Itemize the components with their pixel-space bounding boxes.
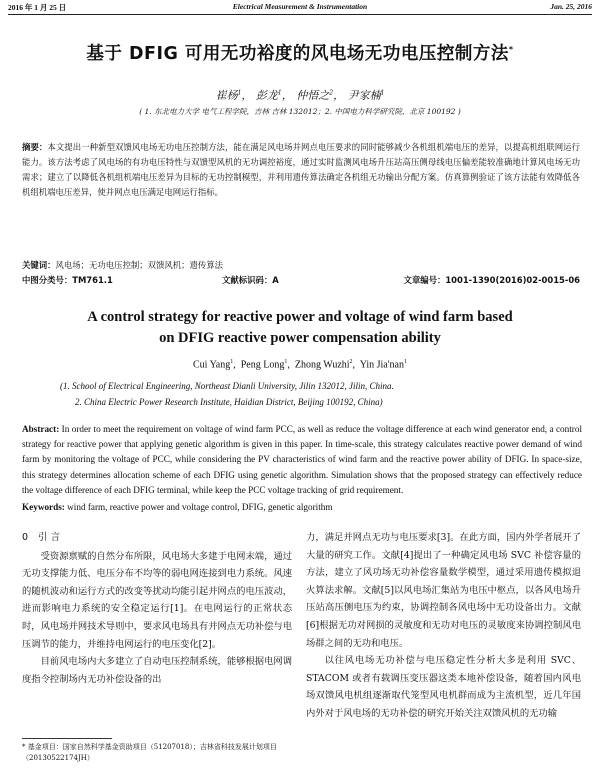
keywords-en-text: wind farm, reactive power and voltage control, DFIG, genetic algorithm [67,502,333,512]
body-column-right [306,529,581,723]
footnote-rule [22,738,112,739]
author-en: Cui Yang [193,359,231,371]
author-en-affil-mark: 1 [230,359,234,365]
keywords-en-label: Keywords: [22,502,65,512]
title-zh [0,40,600,65]
abstract-zh-text: 本文提出一种新型双馈风电场无功电压控制方法，能在满足风电场并网点电压要求的同时能够减少各机组机端电压的差异，以提高机组联网运行能力。该方法考虑了风电场的有功电压特性与双馈型风机的无功调控裕度，通过实时监测风电场升压站高压侧母线电压偏差能较准确地计算风电场无功需求；建立了以降低各机组机端电压差异为目标的无功控制模型，并利用遗传算法确定各机组无功输出分配方案。仿真算例验证了该方法能有效降低各机组机端电压差异，使并网点电压满足电网运行指标。 [22,142,581,197]
author-en: Zhong Wuzhi [294,359,350,371]
author-en-affil-mark: 1 [403,359,407,365]
body-paragraph: 力，满足并网点无功与电压要求[3]。在此方面，国内外学者展开了大量的研究工作。文献[4]提出了一种确定风电场 SVC 补偿容量的方法，建立了风功场无功补偿容量数学模型，通过采用遗传模拟退火算法求解。文献[5]以风电场汇集站为电压中枢点，以各风电场升压站高压侧电压为约束，协调控制各风电场中无功设备出力。文献[6]根据无功对网损的灵敏度和无功对电压的灵敏度来协调控制风电场群之间的无功和电压。 [306,532,581,649]
title-en-line: A control strategy for reactive power and voltage of wind farm based [87,309,513,325]
clc-number: 中图分类号：TM761.1 [22,275,113,285]
classification-line [22,274,580,286]
body-paragraph: 目前风电场内大多建立了自动电压控制系统，能够根据电网调度指令控制场内无功补偿设备的出 [22,656,292,685]
title-en [0,307,600,349]
abstract-en-text: In order to meet the requirement on voltage of wind farm PCC, as well as reduce the voltage difference at each wind generator end, a control strategy for reactive power that applying genetic algorithm is given in this paper. In time-scale, this strategy calculates reactive power demand of wind farm by monitoring the voltage of PCC, while considering the PV characteristics of wind farm and the reactive power ability of DFIG. In space-size, this strategy determines allocation scheme of each DFIG using genetic algorithm. Simulation shows that the proposed strategy can effectively reduce the voltage difference of each DFIG terminal, while keep the PCC voltage tracking of grid requirement. [22,424,583,495]
keywords-zh-text: 风电场；无功电压控制；双馈风机；遗传算法 [55,260,223,270]
keywords-zh [22,259,223,271]
abstract-zh-label: 摘要： [22,142,48,152]
running-header [8,2,592,14]
author-en-affil-mark: 2 [349,359,353,365]
body-paragraph: 受资源禀赋的自然分布所限，风电场大多建于电网末端，通过无功支撑能力低、电压分布不均等的弱电网连接到电力系统。风速的随机波动和运行方式的改变等扰动均能引起并网点的电压波动，进而影响电力系统的安全稳定运行[1]。在电网运行的正常状态时，风电场并网技术导则中，要求风电场具有并网点无功补偿与电压调节的能力，并维持电网运行的电压变化[2]。 [22,550,292,650]
header-date-zh: 2016 年 1 月 25 日 [8,3,67,12]
author-zh: 尹家楠 [347,89,381,102]
title-zh-text: 基于 DFIG 可用无功裕度的风电场无功电压控制方法 [86,44,509,64]
body-paragraph: 以往风电场无功补偿与电压稳定性分析大多是利用 SVC、STACOM 或者有载调压变压器这类本地补偿设备，随着国内风电场双馈风电机组逐渐取代笼型风电机群而成为主流机型，近几年国内外对于风电场的无功补偿的研究开始关注双馈风机的无功输 [306,655,581,719]
affiliation-en-line: (1. School of Electrical Engineering, Northeast Dianli University, Jilin 132012, Jilin, China. [60,381,394,391]
author-en: Peng Long [240,359,285,371]
author-zh-affil-mark: 1 [277,89,282,97]
affiliation-en-line: 2. China Electric Power Research Institute, Haidian District, Beijing 100192, China) [75,397,383,407]
author-zh: 彭龙 [255,89,278,102]
footnote-funding: * 基金项目：国家自然科学基金资助项目（51207018）；吉林省科技发展计划项目（20130522174JH） [22,743,277,762]
title-footnote-mark: * [508,45,514,55]
body-column-left [22,529,292,688]
header-rule [8,14,592,15]
author-zh-affil-mark: 2 [329,89,334,97]
document-code: 文献标识码：A [222,275,279,285]
author-zh-affil-mark: 1 [237,89,242,97]
affiliation-zh: ( 1. 东北电力大学 电气工程学院，吉林 吉林 132012；2. 中国电力科学研究院，北京 100192 ) [139,107,461,116]
title-en-line: on DFIG reactive power compensation ability [159,330,441,346]
keywords-zh-label: 关键词： [22,260,56,270]
author-zh: 仲悟之 [296,89,330,102]
header-date-en: Jan. 25, 2016 [550,2,592,11]
affiliation-en [60,378,580,410]
abstract-zh [22,140,580,200]
abstract-en [22,422,582,498]
abstract-en-label: Abstract: [22,424,60,434]
author-en: Yin Jia'nan [359,359,404,371]
section-heading [22,529,292,547]
authors-zh: 崔杨$^1$， 彭龙$^1$， 仲悟之$^2$， 尹家楠$^1$ [215,89,385,102]
article-number: 文章编号：1001-1390(2016)02-0015-06 [403,275,580,285]
section-title: 引 言 [38,532,61,543]
author-zh: 崔杨 [215,89,238,102]
authors-en: Cui Yang$^1$, Peng Long$^1$, Zhong Wuzhi$^2$, Yin Jia'nan$^1$ [193,359,407,371]
author-en-affil-mark: 1 [284,359,288,365]
keywords-en [22,500,582,515]
section-number: 0 [22,532,29,543]
author-zh-affil-mark: 1 [380,89,385,97]
header-journal: Electrical Measurement & Instrumentation [232,2,368,11]
